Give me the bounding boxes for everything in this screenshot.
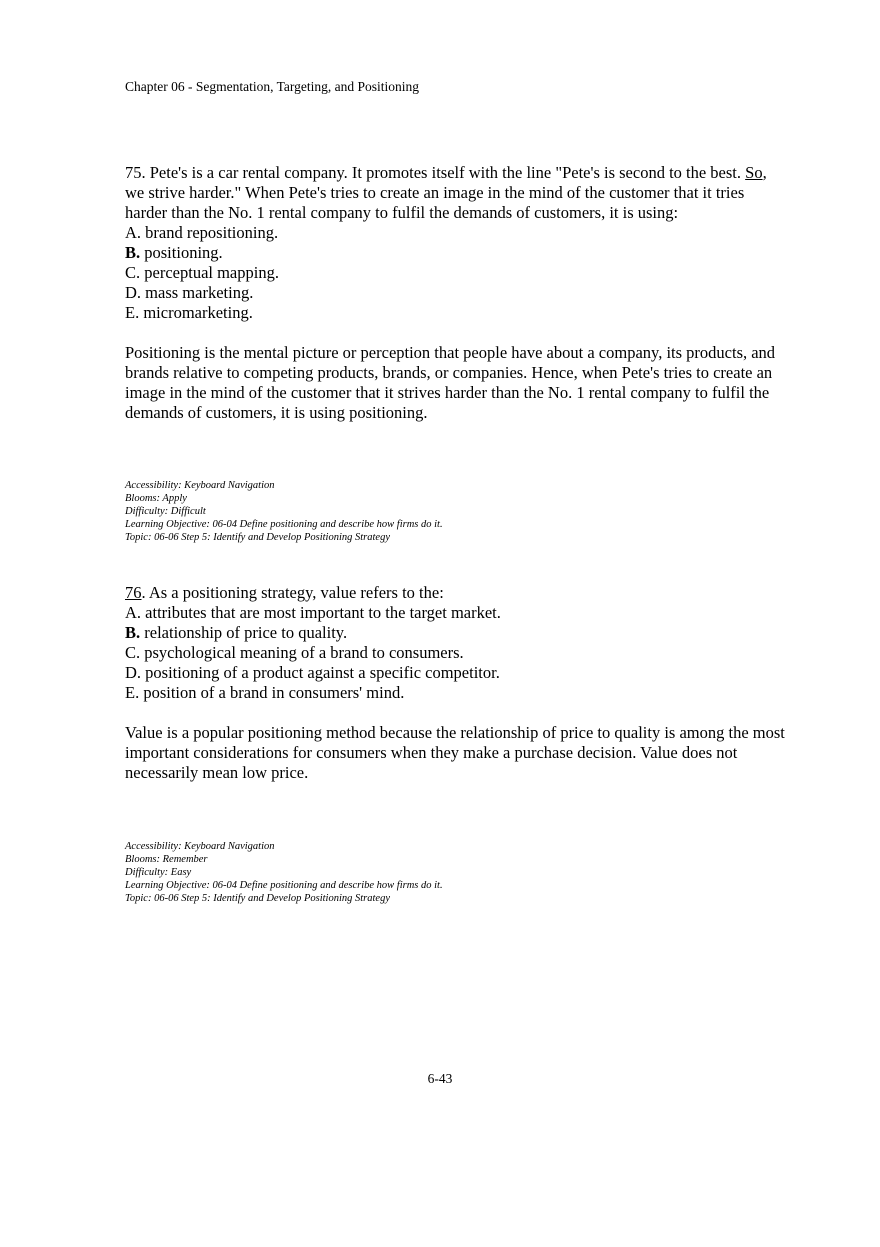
option-text: mass marketing. — [141, 283, 254, 302]
option-letter: E. — [125, 683, 140, 702]
meta-difficulty: Difficulty: Easy — [125, 867, 192, 878]
metadata-76 — [125, 840, 443, 905]
explanation-75: Positioning is the mental picture or perception that people have about a company, its products, and brands relative to competing products, brands, or companies. Hence, when Pete's tries to create an image in the mind of the customer that it strives harder than the No. 1 rental company to fulfil the demands of customers, it is using positioning. — [125, 343, 776, 422]
option-letter: D. — [125, 663, 142, 682]
option-letter: E. — [125, 303, 140, 322]
question-76 — [125, 583, 785, 703]
chapter-header: Chapter 06 - Segmentation, Targeting, and Positioning — [125, 79, 420, 94]
question-stem-text: . Pete's is a car rental company. It promotes itself with the line "Pete's is second to the best. — [141, 163, 746, 182]
question-stem-end: , we strive harder." When Pete's tries to create an image in the mind of the customer that it tries harder than the No. 1 rental company to fulfil the demands of customers, it is using: — [125, 163, 767, 222]
option-text: position of a brand in consumers' mind. — [139, 683, 405, 702]
option-text: relationship of price to quality. — [140, 623, 348, 642]
option-text: positioning of a product against a specific competitor. — [141, 663, 500, 682]
meta-learning-objective: Learning Objective: 06-04 Define positioning and describe how firms do it. — [125, 519, 443, 530]
option-letter: A. — [125, 603, 142, 622]
option-letter: B. — [125, 623, 141, 642]
question-stem-text: . As a positioning strategy, value refers to the: — [141, 583, 444, 602]
option-letter: C. — [125, 263, 141, 282]
question-number: 75 — [125, 163, 142, 182]
option-text: attributes that are most important to the target market. — [141, 603, 501, 622]
meta-learning-objective: Learning Objective: 06-04 Define positioning and describe how firms do it. — [125, 880, 443, 891]
option-letter: A. — [125, 223, 142, 242]
option-text: perceptual mapping. — [140, 263, 279, 282]
page-number: 6-43 — [427, 1071, 453, 1086]
meta-blooms: Blooms: Remember — [125, 854, 208, 865]
option-text: micromarketing. — [139, 303, 253, 322]
meta-accessibility: Accessibility: Keyboard Navigation — [125, 841, 275, 852]
option-text: brand repositioning. — [141, 223, 279, 242]
question-stem — [125, 163, 785, 223]
question-number: 76 — [125, 583, 142, 602]
meta-difficulty: Difficulty: Difficult — [125, 506, 206, 517]
answer-option-e — [125, 303, 785, 323]
option-text: psychological meaning of a brand to consumers. — [140, 643, 464, 662]
question-stem — [125, 583, 785, 603]
answer-option-b-correct — [125, 623, 785, 643]
answer-option-b-correct — [125, 243, 785, 263]
question-75 — [125, 163, 785, 323]
meta-topic: Topic: 06-06 Step 5: Identify and Develop Positioning Strategy — [125, 532, 390, 543]
answer-option-a — [125, 603, 785, 623]
meta-accessibility: Accessibility: Keyboard Navigation — [125, 480, 275, 491]
option-text: positioning. — [140, 243, 223, 262]
question-stem-underlined: So — [745, 163, 763, 182]
option-letter: C. — [125, 643, 141, 662]
explanation-76: Value is a popular positioning method because the relationship of price to quality is among the most important considerations for consumers when they make a purchase decision. Value does not necessarily mean low price. — [125, 723, 785, 782]
answer-option-a — [125, 223, 785, 243]
answer-option-e — [125, 683, 785, 703]
answer-option-d — [125, 663, 785, 683]
option-letter: B. — [125, 243, 141, 262]
answer-option-c — [125, 263, 785, 283]
meta-topic: Topic: 06-06 Step 5: Identify and Develop Positioning Strategy — [125, 893, 390, 904]
answer-option-d — [125, 283, 785, 303]
answer-option-c — [125, 643, 785, 663]
metadata-75 — [125, 479, 443, 544]
meta-blooms: Blooms: Apply — [125, 493, 187, 504]
option-letter: D. — [125, 283, 142, 302]
